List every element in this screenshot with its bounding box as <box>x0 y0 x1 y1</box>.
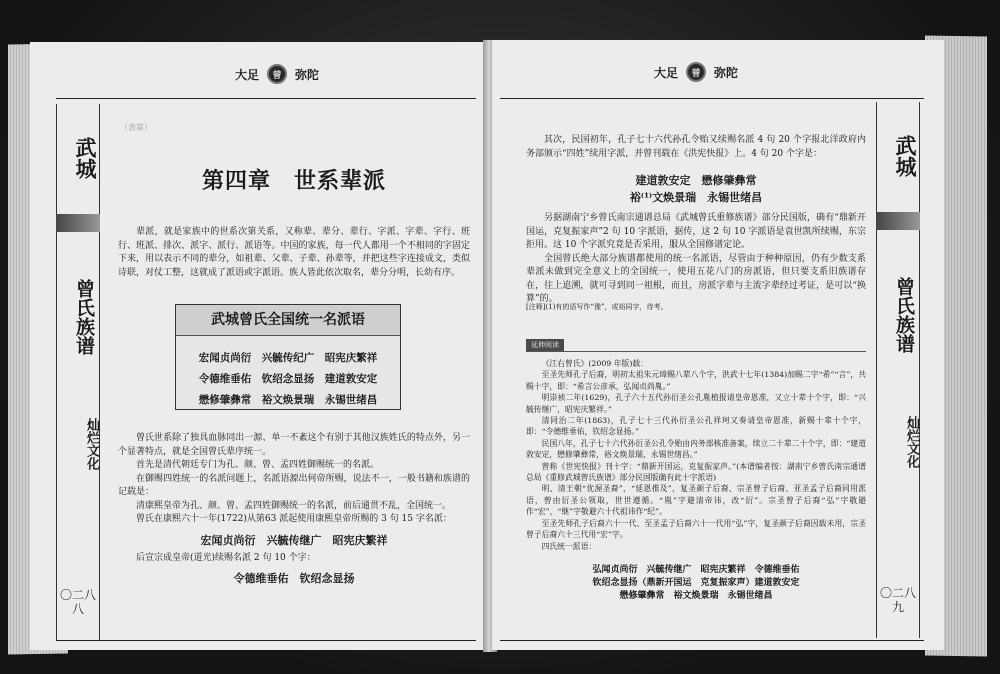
top-paragraph <box>526 134 866 161</box>
box-lines <box>176 336 400 411</box>
footnote: [注释](1)有的语写作“豫”，或裕同字，待考。 <box>526 303 668 311</box>
page-header <box>235 64 319 84</box>
box-line: 懋修肇彝常 裕文焕景瑞 永锡世绪昌 <box>198 394 378 406</box>
top-paragraph-text: 其次，民国初年，孔子七十六代孙孔令贻又续赐名派 4 句 20 个字报北洋政府内务部颁示“四姓”续用字派，并曾刊载在《洪宪快报》上。4 句 20 个字是： <box>526 135 866 159</box>
side-section-title: 灿烂文化 <box>84 418 99 470</box>
right-body <box>526 212 866 307</box>
daoguang-names: 令德维垂佑 钦绍念显扬 <box>233 572 355 585</box>
body-paragraph: 首先是清代朝廷专门为孔、颜、曾、孟四姓御赐统一的名派。 <box>136 460 380 470</box>
reading-line: 曾称《世宪快报》刊十字：“鼎新开国运，克复振家声。”(本谱编者按：湖南宁乡曾氏南宗通谱总局《重修武城曾氏族谱》部分民国版确有此十字派语) <box>526 461 866 483</box>
bleed-through-text: （表第） <box>120 123 152 132</box>
unified-line: 钦绍念显扬（鼎新开国运 克复振家声）建道敦安定 <box>592 578 800 588</box>
side-column <box>56 104 100 640</box>
left-page <box>30 42 486 650</box>
intro-paragraph <box>118 226 470 280</box>
footer-rule <box>500 640 924 641</box>
side-band <box>56 214 100 232</box>
body-paragraph: 曾氏世系除了独具血脉同出一源、单一不紊这个有别于其他汉族姓氏的特点外，另一个显著特点，就是全国曾氏辈序统一。 <box>118 433 470 457</box>
header-right-text: 弥陀 <box>295 67 320 82</box>
footer-rule <box>56 640 476 641</box>
page-number: 〇二八九 <box>879 586 916 614</box>
body-paragraphs <box>118 432 470 527</box>
unified-names-list <box>526 564 866 603</box>
header-rule <box>56 98 476 99</box>
extended-reading-tag: 延伸阅读 <box>526 339 564 351</box>
page-header <box>654 62 738 82</box>
side-section-title: 灿烂文化 <box>904 416 919 468</box>
box-title: 武城曾氏全国统一名派语 <box>176 305 400 336</box>
body-paragraph: 清康熙皇帝为孔、颜、曾、孟四姓御赐统一的名派，前后通贯不乱，全国统一。 <box>136 500 452 511</box>
minguo-line: 建道敦安定 懋修肇彝常 <box>635 174 757 187</box>
reading-line: 明、清王朝“优渥圣裔”，“延恩推及”，复圣颜子后裔、宗圣曾子后裔、亚圣孟子后裔同用派语，曾由衍圣公领取，世世遵循。“胤”字避清帝讳，改“衍”。宗圣曾子后裔“弘”字敬避作“宏”，“继”字敬避六十代祖讳作“纪”。 <box>526 484 866 517</box>
header-left-text: 大足 <box>654 65 679 80</box>
reading-line: 《江右曾氏》(2009 年版)载： <box>541 359 648 368</box>
side-column <box>876 102 920 638</box>
body-paragraph: 另据湖南宁乡曾氏南宗通谱总局《武城曾氏重修族谱》部分民国版，确有“鼎新开国运，克复振家声”2 句 10 字派语，据传，这 2 句 10 字派语是袁世凯所续赐，东宗拒用。这 10 个字派究竟是否采用，服从全国修谱定论。 <box>526 213 866 250</box>
minguo-line: 裕⁽¹⁾文焕景瑞 永锡世绪昌 <box>629 191 763 204</box>
unified-line: 弘闻贞尚衍 兴毓传继广 昭宪庆繁祥 令德维垂佑 <box>592 565 800 575</box>
header-right-text: 弥陀 <box>714 65 739 80</box>
box-line: 令德维垂佑 钦绍念显扬 建道敦安定 <box>198 373 378 385</box>
reading-line: 民国八年，孔子七十六代孙衍圣公孔令贻由内务部核准备案，续立二十辈二十个字，即：“建道敦安定，懋修肇彝常，裕文焕景瑞，永锡世绪昌。” <box>526 438 866 460</box>
body-paragraph: 全国曾氏绝大部分族谱都使用的统一名派语，尽管由于种种原因，仍有少数支系辈派未做到完全意义上的全国统一，使用五花八门的房派语，但只要支系旧族谱存在，往上追溯，就可寻到同一祖根，而且，房派字辈与主流字辈经过考证，是可以“换算”的。 <box>526 253 866 304</box>
right-page <box>492 40 944 650</box>
reading-line: 清同治二年(1863)，孔子七十三代孙衍圣公孔祥珂又奏请皇帝恩准，新赐十辈十个字，即：“令德维垂佑，钦绍念显扬。” <box>526 416 866 437</box>
reading-line: 四氏统一派语： <box>541 541 597 551</box>
reading-line: 至圣先师孔子后裔六十一代、至圣孟子后裔六十一代用“弘”字，复圣颜子后裔因载未用，宗圣曾子后裔六十三代用“宏”字。 <box>526 518 866 540</box>
daoguang-intro <box>118 552 470 566</box>
clan-seal-icon: 曾 <box>267 64 287 84</box>
clan-seal-icon: 曾 <box>686 62 706 82</box>
minguo-names <box>526 172 866 206</box>
chapter-title: 第四章 世系辈派 <box>202 168 387 194</box>
daoguang-intro-text: 后宣宗成皇帝(道光)续赐名派 2 句 10 个字： <box>136 553 316 563</box>
unified-line: 懋修肇彝常 裕文焕景瑞 永锡世绪昌 <box>619 591 773 601</box>
side-band <box>876 212 920 230</box>
side-title: 武城 <box>893 135 918 177</box>
box-line: 宏闻贞尚衍 兴毓传纪广 昭宪庆繁祥 <box>198 352 378 364</box>
page-number: 〇二八八 <box>59 588 96 616</box>
side-book-title: 曾氏族谱 <box>893 277 915 353</box>
unified-names-box <box>175 304 401 410</box>
side-book-title: 曾氏族谱 <box>73 279 95 355</box>
header-left-text: 大足 <box>235 67 260 82</box>
side-title: 武城 <box>73 137 98 179</box>
reading-line: 至圣先师孔子后裔，明初太祖朱元璋赐八辈八个字，洪武十七年(1384)加赐二字“希”“言”，共赐十字，即：“希言公彦承，弘闻贞尚胤。” <box>526 370 866 391</box>
reading-rule <box>526 351 866 352</box>
extended-reading <box>526 358 866 552</box>
reading-line: 明崇祯二年(1629)，孔子六十五代孙衍圣公孔胤植报请皇帝恩准，又立十辈十个字，即：“兴毓传继广，昭宪庆繁祥。” <box>526 393 866 414</box>
body-paragraph: 在御赐四姓统一的名派问题上，名派语源出何帝所赐，说法不一，一般书籍和族谱的记载是： <box>118 473 470 497</box>
header-rule <box>500 98 924 99</box>
intro-text: 辈派，就是家族中的世系次第关系，又称辈、辈分、辈行、字派、字辈、字行、班行、班派、排次、派字、派行、派语等。中国的家族，每一代人都用一个不相同的字固定下来，用以表示不同的辈分，如祖辈、父辈、子辈、孙辈等，并把这些字连接成文，类似诗联，对仗工整，这就成了派语或字派语。族人皆此依次取名，辈分分明，长幼有序。 <box>118 227 470 278</box>
body-paragraph: 曾氏在康熙六十一年(1722)从第63 派起使用康熙皇帝所赐的 3 句 15 字名派： <box>136 514 452 524</box>
kangxi-names: 宏闻贞尚衍 兴毓传继广 昭宪庆繁祥 <box>200 534 388 547</box>
